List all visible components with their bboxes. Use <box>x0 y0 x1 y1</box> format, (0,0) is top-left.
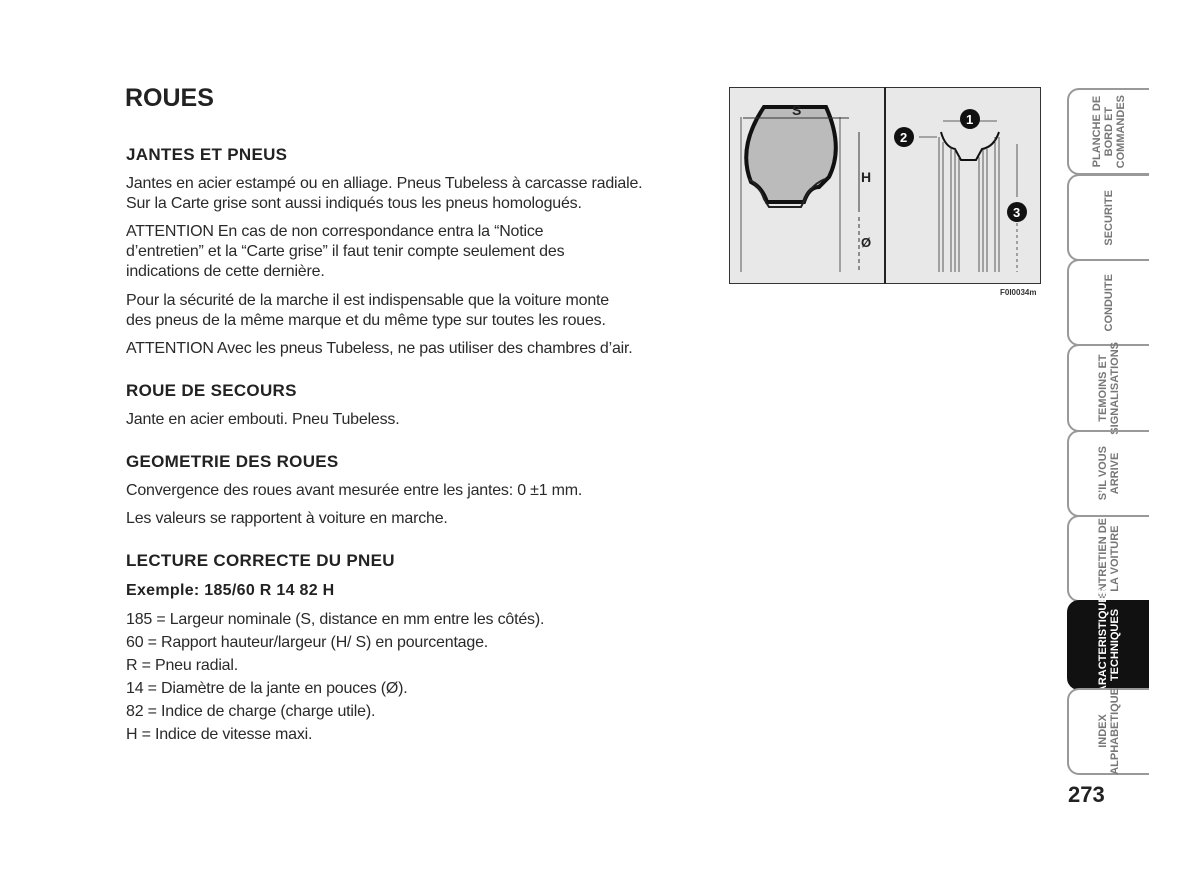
page-title: ROUES <box>125 84 214 112</box>
text-line: Pour la sécurité de la marche il est indispensable que la voiture monte <box>126 292 609 309</box>
text-line: R = Pneu radial. <box>126 657 238 674</box>
callout-1: 1 <box>966 112 974 127</box>
tab-planche-de-bord[interactable] <box>1067 88 1149 175</box>
callout-2: 2 <box>900 130 908 145</box>
tire-diagram <box>729 87 1041 284</box>
text-line: Jantes en acier estampé ou en alliage. Pneus Tubeless à carcasse radiale. <box>126 175 643 192</box>
tab-label: PLANCHE DE BORD ET COMMANDES <box>1091 94 1127 169</box>
tab-label: CONDUITE <box>1103 273 1115 332</box>
tab-label: ENTRETIEN DE LA VOITURE <box>1097 518 1121 599</box>
tab-label: SECURITE <box>1103 189 1115 246</box>
section-heading: LECTURE CORRECTE DU PNEU <box>126 551 395 570</box>
label-diameter: Ø <box>861 235 872 250</box>
section-heading: ROUE DE SECOURS <box>126 381 297 400</box>
text-line: 14 = Diamètre de la jante en pouces (Ø). <box>126 680 408 697</box>
text-line: 82 = Indice de charge (charge utile). <box>126 703 376 720</box>
text-line: H = Indice de vitesse maxi. <box>126 726 313 743</box>
text-line: Jante en acier embouti. Pneu Tubeless. <box>126 411 400 428</box>
label-s: S <box>792 102 802 118</box>
tab-temoins[interactable] <box>1067 341 1149 435</box>
section-heading: JANTES ET PNEUS <box>126 145 288 164</box>
callout-3: 3 <box>1013 205 1021 220</box>
text-line: Les valeurs se rapportent à voiture en marche. <box>126 510 448 527</box>
page-number: 273 <box>1068 782 1105 807</box>
text-line: 60 = Rapport hauteur/largeur (H/ S) en pourcentage. <box>126 634 489 651</box>
tab-label: TEMOINS ET SIGNALISATIONS <box>1097 341 1121 435</box>
label-h: H <box>861 169 872 185</box>
text-line: indications de cette dernière. <box>126 263 325 280</box>
text-line: Convergence des roues avant mesurée entre les jantes: 0 ±1 mm. <box>126 482 583 499</box>
tab-label: CARACTERISTIQUES TECHNIQUES <box>1097 588 1121 702</box>
text-line: ATTENTION En cas de non correspondance entra la “Notice <box>126 223 544 240</box>
text-line: d’entretien” et la “Carte grise” il faut tenir compte seulement des <box>126 243 565 260</box>
tab-label: INDEX ALPHABETIQUE <box>1097 688 1121 775</box>
text-line: Sur la Carte grise sont aussi indiqués tous les pneus homologués. <box>126 195 582 212</box>
example-heading: Exemple: 185/60 R 14 82 H <box>126 582 335 599</box>
tab-sil-vous-arrive[interactable] <box>1067 430 1149 517</box>
tab-index-alphabetique[interactable] <box>1067 688 1149 775</box>
section-heading: GEOMETRIE DES ROUES <box>126 452 339 471</box>
text-line: 185 = Largeur nominale (S, distance en mm entre les côtés). <box>126 611 545 628</box>
tab-label: S’IL VOUS ARRIVE <box>1097 446 1121 501</box>
tab-securite[interactable] <box>1067 174 1149 261</box>
tab-conduite[interactable] <box>1067 259 1149 346</box>
text-line: des pneus de la même marque et du même type sur toutes les roues. <box>126 312 606 329</box>
tab-caracteristiques-techniques[interactable] <box>1067 588 1149 702</box>
text-line: ATTENTION Avec les pneus Tubeless, ne pas utiliser des chambres d’air. <box>126 340 633 357</box>
figure-caption: F0I0034m <box>1000 288 1037 297</box>
